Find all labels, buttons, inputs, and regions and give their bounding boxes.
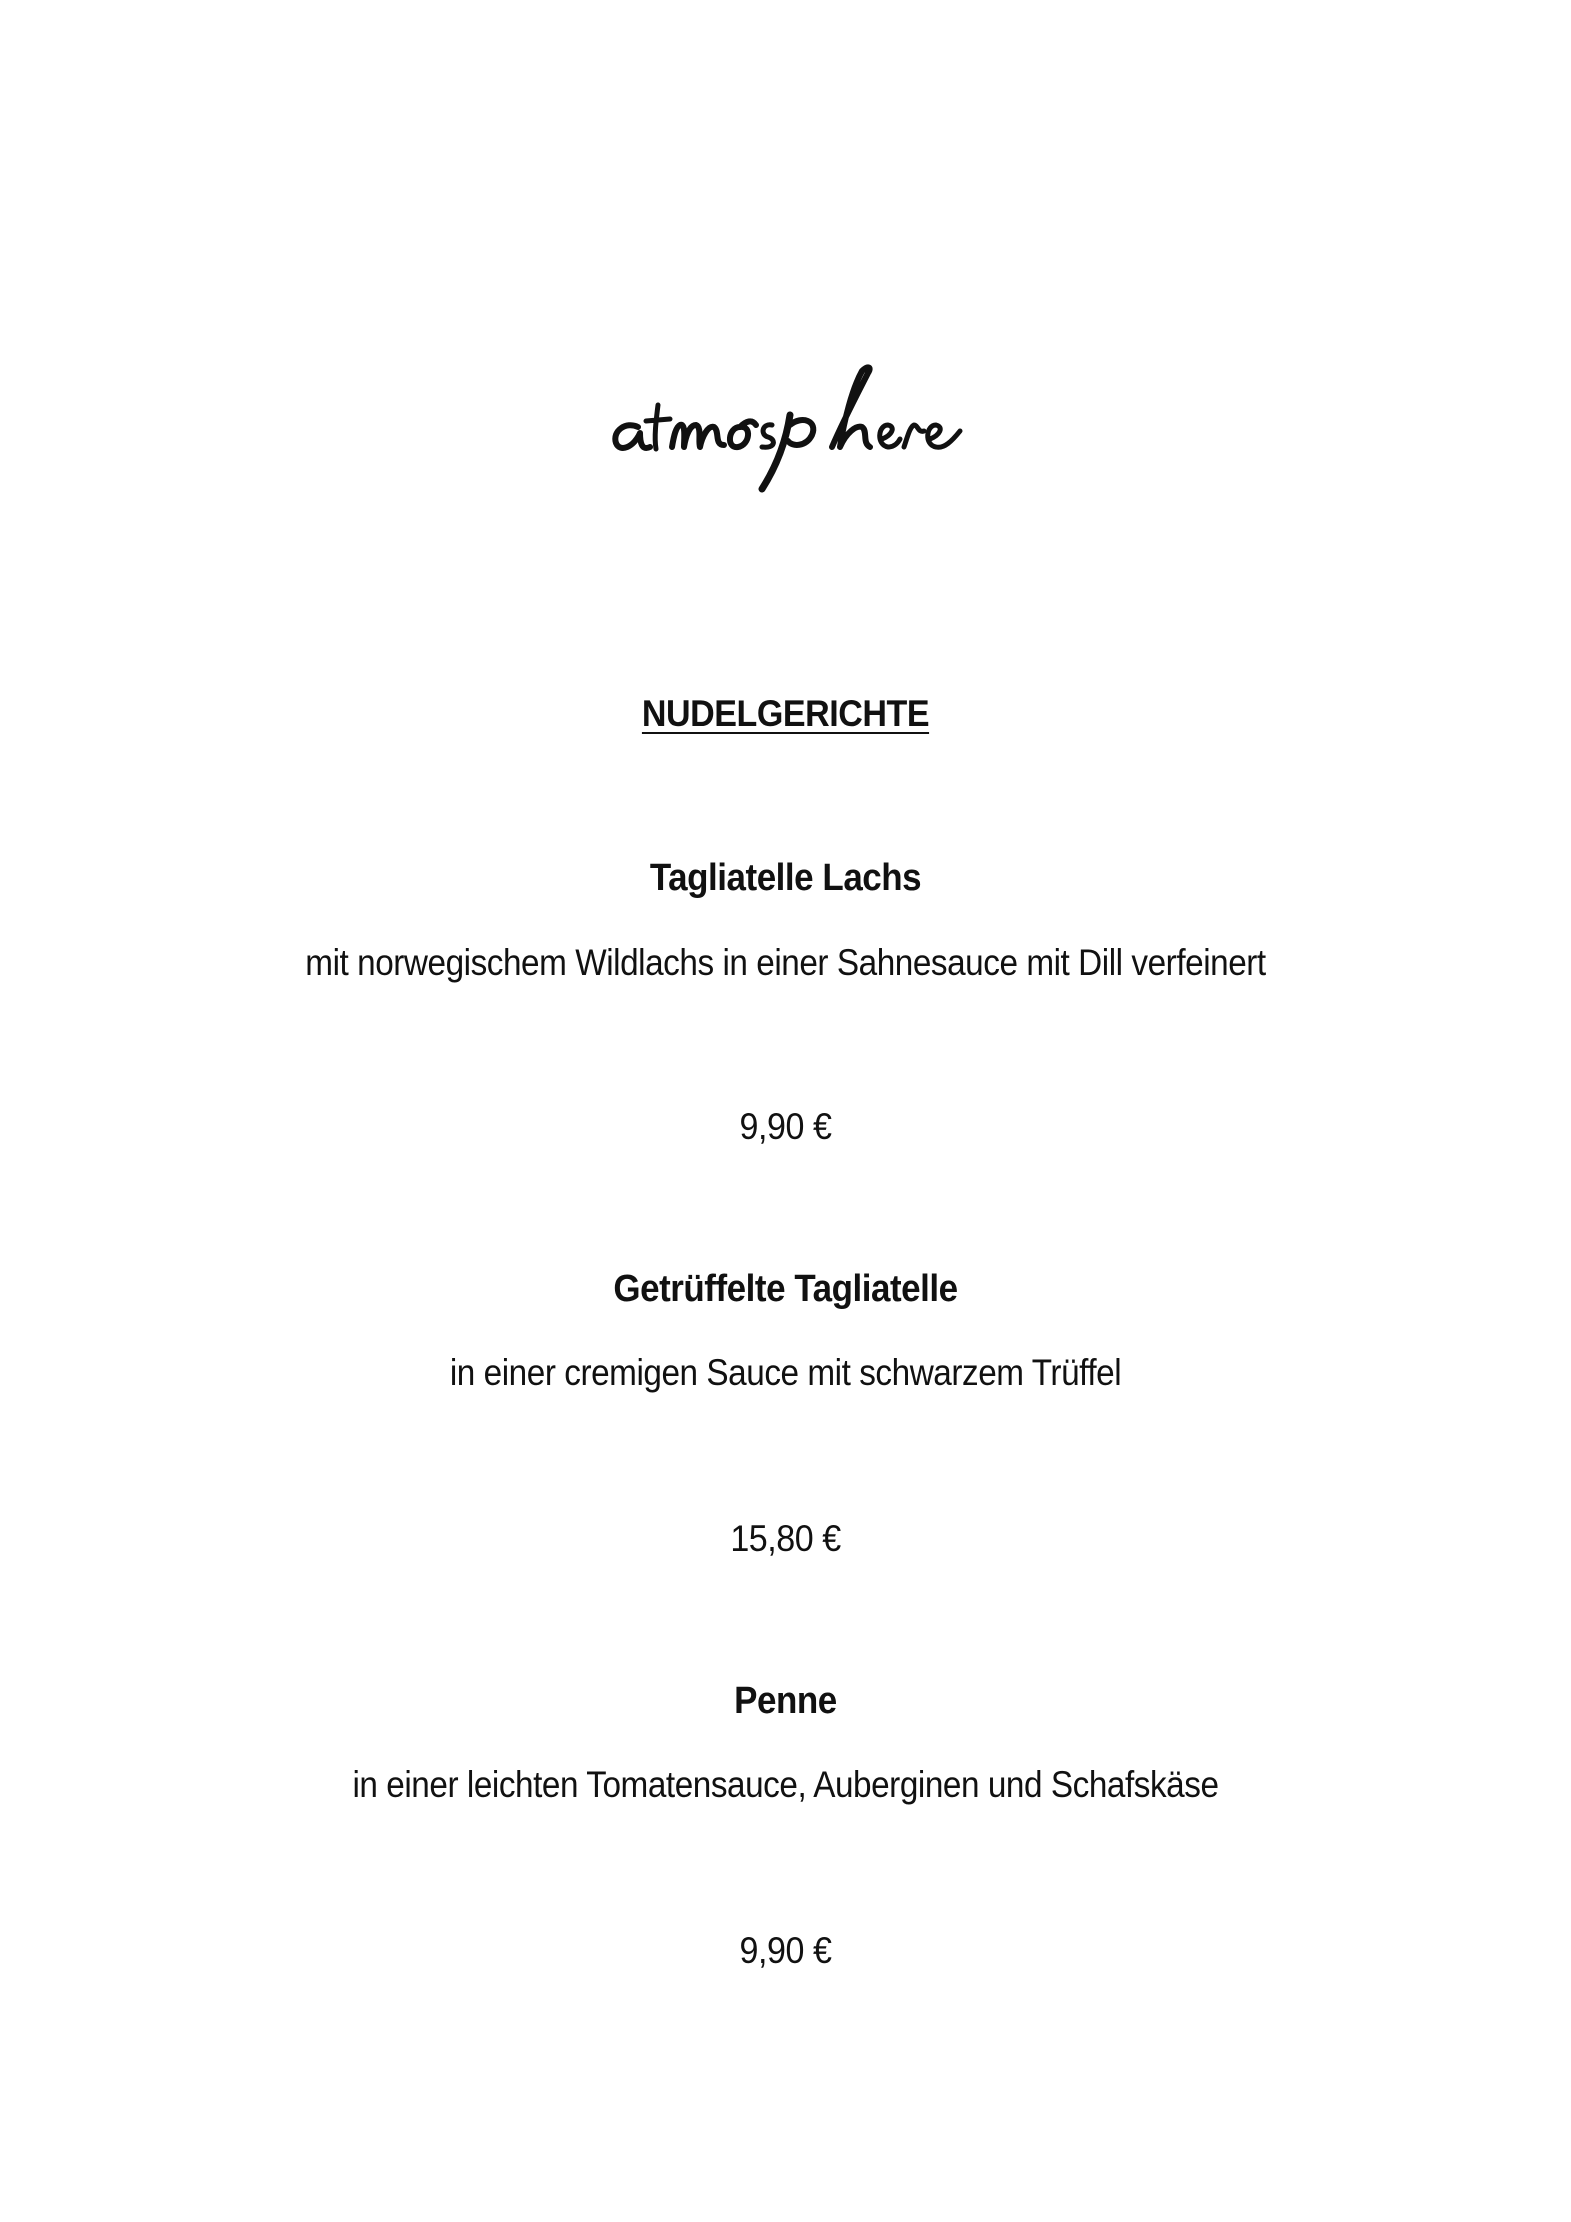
menu-item-name: Getrüffelte Tagliatelle	[613, 1268, 958, 1310]
atmosphere-logo	[600, 355, 980, 495]
menu-item-description: in einer cremigen Sauce mit schwarzem Trüffel	[449, 1352, 1122, 1393]
menu-item-price: 9,90 €	[739, 1930, 832, 1971]
menu-item-description: mit norwegischem Wildlachs in einer Sahnesauce mit Dill verfeinert	[305, 942, 1266, 983]
section-title: NUDELGERICHTE	[641, 693, 930, 734]
menu-item-description: in einer leichten Tomatensauce, Auberginen und Schafskäse	[352, 1764, 1219, 1805]
atmosphere-script-logo-icon	[600, 355, 980, 495]
menu-item-name: Penne	[734, 1680, 837, 1722]
menu-item-price: 9,90 €	[739, 1106, 832, 1147]
menu-item-price: 15,80 €	[730, 1518, 841, 1559]
menu-item-name: Tagliatelle Lachs	[649, 857, 922, 899]
